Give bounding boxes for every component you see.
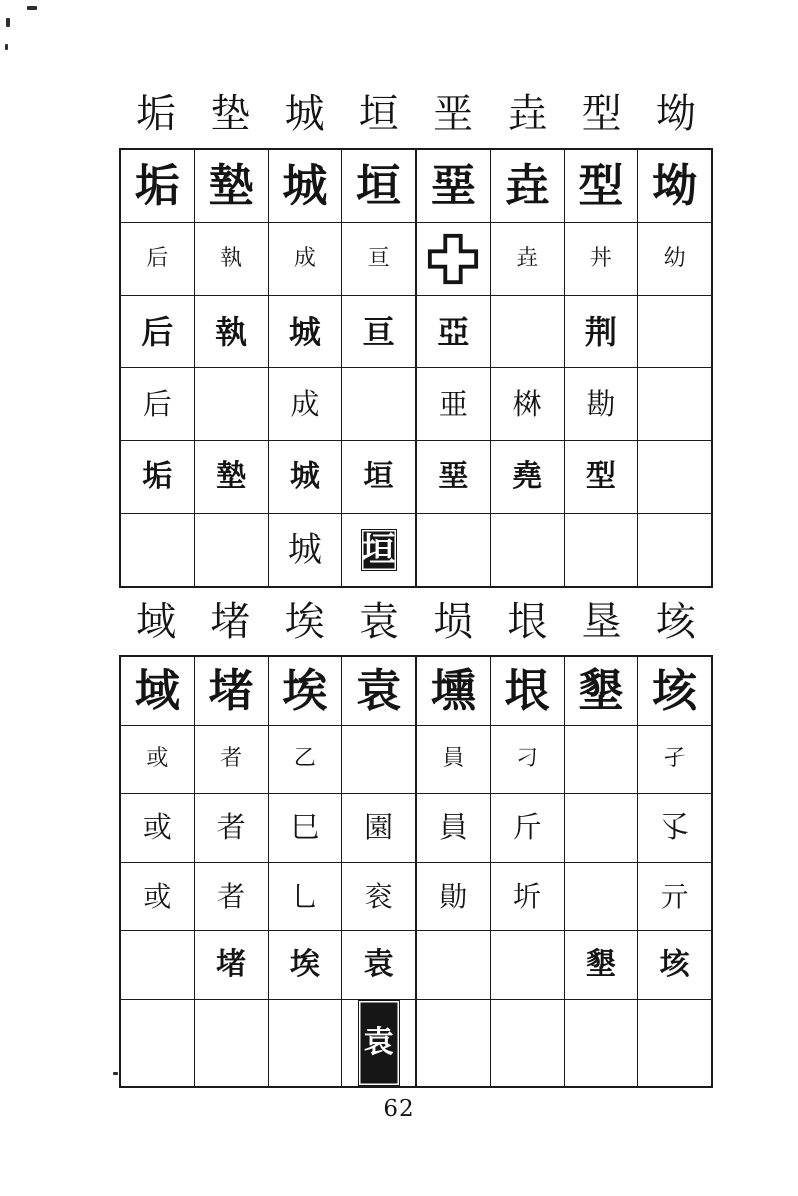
page-number: 62: [383, 1096, 415, 1122]
empty-cell: [638, 296, 711, 368]
ancient-glyph: 者: [216, 810, 246, 845]
char-cell: [417, 368, 491, 440]
char-cell: [491, 150, 565, 222]
header-char: 垢: [136, 91, 177, 137]
header-char: 型: [581, 91, 622, 137]
header-char: 堵: [210, 599, 251, 645]
char-cell: [417, 794, 491, 862]
empty-cell: [565, 863, 639, 931]
ancient-glyph: 袁: [363, 947, 394, 983]
ancient-glyph: 墊: [208, 159, 254, 213]
char-cell: [491, 726, 565, 794]
char-cell: [638, 223, 711, 295]
table-row: [121, 150, 711, 223]
char-cell: [638, 150, 711, 222]
empty-cell: [638, 1000, 711, 1086]
char-cell: [269, 794, 343, 862]
char-cell: [121, 150, 195, 222]
ancient-glyph: 亞: [437, 312, 470, 351]
empty-cell: [491, 1000, 565, 1086]
char-cell: [195, 296, 269, 368]
ancient-glyph: 垢: [142, 459, 173, 495]
char-cell: [121, 794, 195, 862]
header-char: 垠: [507, 599, 548, 645]
ancient-glyph: 孓: [660, 810, 690, 845]
empty-cell: [491, 931, 565, 999]
char-cell: [195, 441, 269, 513]
ancient-glyph: 堯: [512, 459, 543, 495]
char-cell: [195, 223, 269, 295]
empty-cell: [195, 514, 269, 586]
ancient-glyph: 員: [442, 746, 465, 772]
table-row: [121, 441, 711, 514]
char-cell: [491, 441, 565, 513]
char-cell: [565, 368, 639, 440]
ancient-glyph: 坳: [652, 159, 698, 213]
empty-cell: [417, 931, 491, 999]
ancient-glyph: 垠: [504, 664, 550, 718]
section-2-header-row: [119, 594, 713, 650]
ancient-glyph: 城: [289, 459, 320, 495]
char-cell: [195, 657, 269, 725]
ancient-glyph: 垚: [504, 159, 550, 213]
header-char: 域: [136, 599, 177, 645]
ancient-glyph: 堵: [208, 664, 254, 718]
char-cell: [269, 726, 343, 794]
ancient-glyph: 堊: [438, 459, 469, 495]
empty-cell: [491, 296, 565, 368]
scan-speck: [27, 6, 37, 10]
char-cell: [342, 150, 417, 222]
char-cell: [121, 296, 195, 368]
empty-cell: [195, 368, 269, 440]
char-cell: [565, 441, 639, 513]
char-cell: [491, 657, 565, 725]
char-cell: [565, 223, 639, 295]
empty-cell: [638, 514, 711, 586]
char-cell: [417, 150, 491, 222]
ancient-glyph: 者: [220, 746, 243, 772]
ancient-glyph: 后: [142, 386, 172, 421]
empty-cell: [491, 514, 565, 586]
scan-speck: [6, 18, 10, 27]
header-char: 垩: [433, 91, 474, 137]
char-cell: [342, 1000, 417, 1086]
ancient-glyph: 垣: [363, 459, 394, 495]
char-cell: [565, 931, 639, 999]
char-cell: [417, 657, 491, 725]
header-char: 垓: [655, 599, 696, 645]
table-row: [121, 514, 711, 586]
char-cell: [342, 931, 417, 999]
ancient-glyph: 園: [364, 810, 394, 845]
table-row: [121, 296, 711, 369]
char-cell: [342, 223, 417, 295]
ancient-glyph: 巳: [290, 810, 320, 845]
ancient-glyph: 后: [141, 312, 174, 351]
ancient-glyph: 型: [585, 459, 616, 495]
empty-cell: [121, 1000, 195, 1086]
char-cell: [269, 657, 343, 725]
char-cell: [565, 657, 639, 725]
empty-cell: [342, 726, 417, 794]
table-row: [121, 931, 711, 1000]
char-cell: [417, 223, 491, 295]
char-cell: [121, 368, 195, 440]
seal-stamp: 垣: [361, 530, 396, 571]
char-cell: [565, 150, 639, 222]
char-cell: [638, 863, 711, 931]
char-cell: [195, 794, 269, 862]
empty-cell: [269, 1000, 343, 1086]
empty-cell: [565, 1000, 639, 1086]
char-cell: [269, 223, 343, 295]
table-row: [121, 794, 711, 863]
table-row: [121, 726, 711, 795]
ancient-glyph: 幼: [663, 245, 686, 271]
ancient-glyph: 壎: [430, 664, 476, 718]
char-cell: [121, 441, 195, 513]
empty-cell: [565, 514, 639, 586]
header-char: 袁: [358, 599, 399, 645]
char-cell: [121, 726, 195, 794]
ancient-glyph: 埃: [282, 664, 328, 718]
table-row: [121, 368, 711, 441]
empty-cell: [638, 368, 711, 440]
ancient-glyph: 執: [215, 312, 248, 351]
ancient-glyph: 斤: [512, 810, 542, 845]
char-cell: [638, 794, 711, 862]
empty-cell: [417, 514, 491, 586]
ancient-glyph: 丼: [589, 245, 612, 271]
char-cell: [269, 150, 343, 222]
char-cell: [417, 296, 491, 368]
ancient-glyph: 者: [217, 879, 246, 913]
cross-emblem-glyph: [426, 232, 480, 286]
ancient-glyph: 亘: [367, 245, 390, 271]
char-cell: [638, 726, 711, 794]
ancient-glyph: 孑: [663, 746, 686, 772]
char-cell: [417, 726, 491, 794]
header-char: 垣: [358, 91, 399, 137]
ancient-glyph: 亓: [660, 879, 689, 913]
char-cell: [491, 223, 565, 295]
char-cell: [491, 794, 565, 862]
char-cell: [269, 863, 343, 931]
char-cell: [121, 657, 195, 725]
ancient-glyph: 城: [288, 312, 321, 351]
char-cell: [195, 931, 269, 999]
char-cell: [195, 726, 269, 794]
table-row: [121, 657, 711, 726]
empty-cell: [565, 794, 639, 862]
char-cell: [269, 368, 343, 440]
ancient-glyph: 域: [134, 664, 180, 718]
scan-speck: [113, 1072, 118, 1075]
table-row: [121, 863, 711, 932]
char-cell: [121, 223, 195, 295]
empty-cell: [417, 1000, 491, 1086]
ancient-glyph: 乙: [293, 746, 316, 772]
ancient-glyph: 圻: [513, 879, 542, 913]
empty-cell: [342, 368, 417, 440]
scan-speck: [5, 44, 8, 50]
ancient-glyph: 衮: [364, 879, 393, 913]
ancient-glyph: 亜: [438, 386, 468, 421]
ancient-glyph: 勛: [439, 879, 468, 913]
char-cell: [342, 296, 417, 368]
char-cell: [269, 296, 343, 368]
ancient-glyph: 成: [293, 245, 316, 271]
char-table-1: [119, 148, 713, 588]
ancient-glyph: 墊: [216, 459, 247, 495]
char-cell: [342, 514, 417, 586]
ancient-glyph: 乚: [290, 879, 319, 913]
ancient-glyph: 墾: [578, 664, 624, 718]
empty-cell: [195, 1000, 269, 1086]
char-cell: [638, 657, 711, 725]
ancient-glyph: 亘: [362, 312, 395, 351]
header-char: 埙: [433, 599, 474, 645]
empty-cell: [638, 441, 711, 513]
char-cell: [342, 657, 417, 725]
ancient-glyph: 城: [287, 530, 322, 571]
char-cell: [121, 863, 195, 931]
char-cell: [342, 863, 417, 931]
char-cell: [342, 794, 417, 862]
ancient-glyph: 或: [146, 746, 169, 772]
char-cell: [269, 931, 343, 999]
ancient-glyph: 勘: [586, 386, 616, 421]
table-row: [121, 1000, 711, 1086]
char-cell: [491, 368, 565, 440]
empty-cell: [121, 931, 195, 999]
char-cell: [269, 441, 343, 513]
ancient-glyph: 垚: [516, 245, 539, 271]
char-table-2: [119, 655, 713, 1088]
char-cell: [638, 931, 711, 999]
ancient-glyph: 荆: [584, 312, 617, 351]
char-cell: [417, 441, 491, 513]
char-cell: [195, 150, 269, 222]
empty-cell: [565, 726, 639, 794]
header-char: 埃: [284, 599, 325, 645]
ancient-glyph: 員: [438, 810, 468, 845]
header-char: 垫: [210, 91, 251, 137]
ancient-glyph: 埃: [289, 947, 320, 983]
char-cell: [417, 863, 491, 931]
char-cell: [269, 514, 343, 586]
char-cell: [491, 863, 565, 931]
char-cell: [342, 441, 417, 513]
ancient-glyph: 棥: [512, 386, 542, 421]
ancient-glyph: 垓: [659, 947, 690, 983]
ancient-glyph: 刁: [516, 746, 539, 772]
ancient-glyph: 垢: [134, 159, 180, 213]
char-cell: [195, 863, 269, 931]
ancient-glyph: 后: [146, 245, 169, 271]
ancient-glyph: 堵: [216, 947, 247, 983]
header-char: 城: [284, 91, 325, 137]
header-char: 坳: [655, 91, 696, 137]
header-char: 垦: [581, 599, 622, 645]
empty-cell: [121, 514, 195, 586]
ancient-glyph: 袁: [356, 664, 402, 718]
section-1-header-row: [119, 86, 713, 142]
ancient-glyph: 或: [142, 810, 172, 845]
ancient-glyph: 城: [282, 159, 328, 213]
ancient-glyph: 執: [220, 245, 243, 271]
ancient-glyph: 墾: [585, 947, 616, 983]
header-char: 垚: [507, 91, 548, 137]
ancient-glyph: 垣: [356, 159, 402, 213]
char-cell: [565, 296, 639, 368]
ancient-glyph: 或: [143, 879, 172, 913]
seal-stamp: 袁: [358, 1000, 400, 1086]
ancient-glyph: 型: [578, 159, 624, 213]
ancient-glyph: 垓: [652, 664, 698, 718]
ancient-glyph: 成: [290, 386, 320, 421]
table-row: [121, 223, 711, 296]
ancient-glyph: 堊: [430, 159, 476, 213]
